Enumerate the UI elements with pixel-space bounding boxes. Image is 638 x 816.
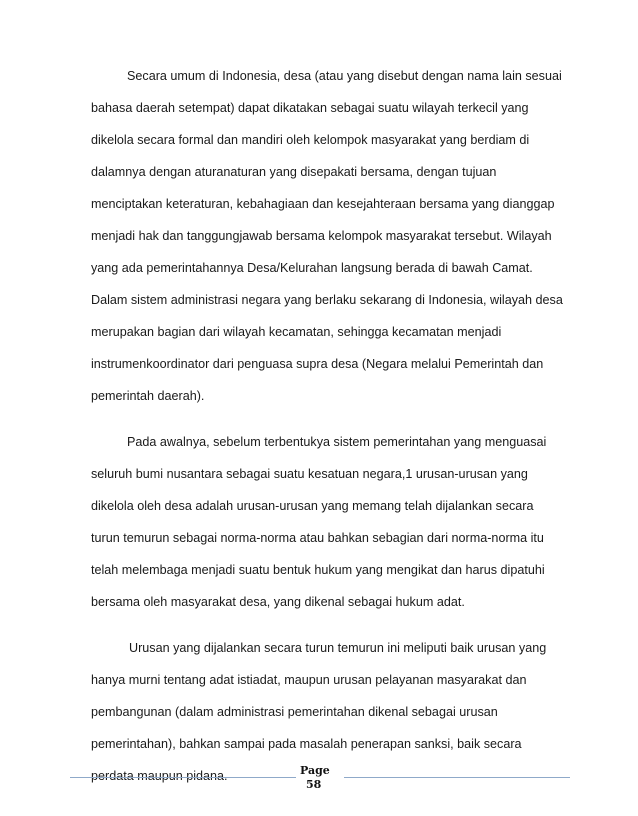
paragraph-line: perdata maupun pidana. (91, 769, 228, 783)
footer-rule-left (70, 777, 296, 778)
paragraph-line: dikelola oleh desa adalah urusan-urusan yang memang telah dijalankan secara (91, 499, 534, 513)
page-number: 58 (306, 778, 322, 791)
paragraph-line: turun temurun sebagai norma-norma atau bahkan sebagian dari norma-norma itu (91, 531, 544, 545)
paragraph-spacer (91, 412, 573, 426)
paragraph-line: seluruh bumi nusantara sebagai suatu kesatuan negara,1 urusan-urusan yang (91, 467, 528, 481)
paragraph-line: Pada awalnya, sebelum terbentukya sistem pemerintahan yang menguasai (127, 435, 547, 449)
paragraph-line: pemerintah daerah). (91, 389, 205, 403)
paragraph-2 (91, 426, 573, 618)
paragraph-line: telah melembaga menjadi suatu bentuk hukum yang mengikat dan harus dipatuhi (91, 563, 545, 577)
paragraph-line: instrumenkoordinator dari penguasa supra desa (Negara melalui Pemerintah dan (91, 357, 544, 371)
paragraph-line: Secara umum di Indonesia, desa (atau yang disebut dengan nama lain sesuai (127, 69, 562, 83)
page-footer (0, 764, 638, 804)
paragraph-line: yang ada pemerintahannya Desa/Kelurahan langsung berada di bawah Camat. (91, 261, 533, 275)
paragraph-line: hanya murni tentang adat istiadat, maupun urusan pelayanan masyarakat dan (91, 673, 527, 687)
paragraph-line: dikelola secara formal dan mandiri oleh kelompok masyarakat yang berdiam di (91, 133, 530, 147)
footer-rule-right (344, 777, 570, 778)
page-label: Page (300, 764, 330, 777)
paragraph-line: Dalam sistem administrasi negara yang berlaku sekarang di Indonesia, wilayah desa (91, 293, 563, 307)
paragraph-line: Urusan yang dijalankan secara turun temurun ini meliputi baik urusan yang (129, 641, 547, 655)
paragraph-line: bersama oleh masyarakat desa, yang dikenal sebagai hukum adat. (91, 595, 465, 609)
paragraph-line: pemerintahan), bahkan sampai pada masalah penerapan sanksi, baik secara (91, 737, 522, 751)
paragraph-line: dalamnya dengan aturanaturan yang disepakati bersama, dengan tujuan (91, 165, 497, 179)
document-body (91, 60, 573, 792)
paragraph-line: menjadi hak dan tanggungjawab bersama kelompok masyarakat tersebut. Wilayah (91, 229, 552, 243)
paragraph-spacer (91, 618, 573, 632)
paragraph-line: merupakan bagian dari wilayah kecamatan, sehingga kecamatan menjadi (91, 325, 502, 339)
paragraph-line: pembangunan (dalam administrasi pemerintahan dikenal sebagai urusan (91, 705, 498, 719)
paragraph-line: menciptakan keteraturan, kebahagiaan dan kesejahteraan bersama yang dianggap (91, 197, 555, 211)
paragraph-line: bahasa daerah setempat) dapat dikatakan sebagai suatu wilayah terkecil yang (91, 101, 529, 115)
paragraph-1 (91, 60, 573, 412)
